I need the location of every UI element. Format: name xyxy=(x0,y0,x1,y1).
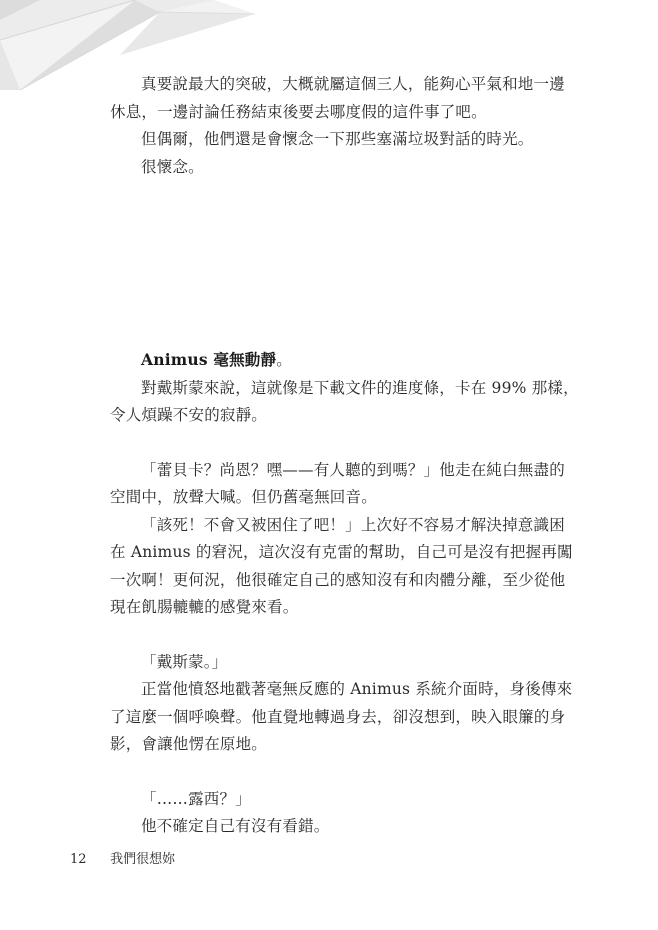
paragraph: 很懷念。 xyxy=(141,157,204,176)
paragraph: 正當他憤怒地戳著毫無反應的 Animus 系統介面時，身後傳來 xyxy=(141,680,573,698)
text-block-top xyxy=(110,71,565,181)
paragraph: 「該死！不會又被困住了吧！」上次好不容易才解決掉意識困 xyxy=(141,515,565,534)
paragraph-continuation: 令人煩躁不安的寂靜。 xyxy=(110,406,268,424)
running-title: 我們很想妳 xyxy=(110,852,176,867)
paragraph: 但偶爾，他們還是會懷念一下那些塞滿垃圾對話的時光。 xyxy=(141,130,534,148)
section-head-tail: 。 xyxy=(276,351,292,369)
paragraph: 「戴斯蒙。」 xyxy=(141,652,228,671)
paragraph-continuation: 空間中，放聲大喊。但仍舊毫無回音。 xyxy=(110,488,377,506)
section-heading xyxy=(110,346,554,375)
paragraph-continuation: 一次啊！更何況，他很確定自己的感知沒有和肉體分離，至少從他 xyxy=(110,570,566,589)
page-footer xyxy=(70,848,175,867)
paragraph: 「……露西？」 xyxy=(141,789,251,808)
paragraph: 真要說最大的突破，大概就屬這個三人，能夠心平氣和地一邊 xyxy=(141,75,565,93)
page-number: 12 xyxy=(70,852,87,867)
paragraph-continuation: 影，會讓他愣在原地。 xyxy=(110,735,268,753)
paragraph-continuation: 在 Animus 的窘況，這次沒有克雷的幫助，自己可是沒有把握再闖 xyxy=(110,543,573,561)
paragraph-continuation: 休息，一邊討論任務結束後要去哪度假的這件事了吧。 xyxy=(110,102,487,121)
text-block-bottom xyxy=(110,346,579,841)
paragraph: 他不確定自己有沒有看錯。 xyxy=(141,817,330,835)
paragraph: 對戴斯蒙來說，這就像是下載文件的進度條，卡在 99% 那樣， xyxy=(141,378,579,397)
paragraph-continuation: 現在飢腸轆轆的感覺來看。 xyxy=(110,598,299,616)
section-head-text: Animus 毫無動靜 xyxy=(141,350,277,369)
paragraph: 「蕾貝卡？尚恩？嘿——有人聽的到嗎？」他走在純白無盡的 xyxy=(141,460,565,479)
paragraph-continuation: 了這麼一個呼喚聲。他直覺地轉過身去，卻沒想到，映入眼簾的身 xyxy=(110,707,566,726)
